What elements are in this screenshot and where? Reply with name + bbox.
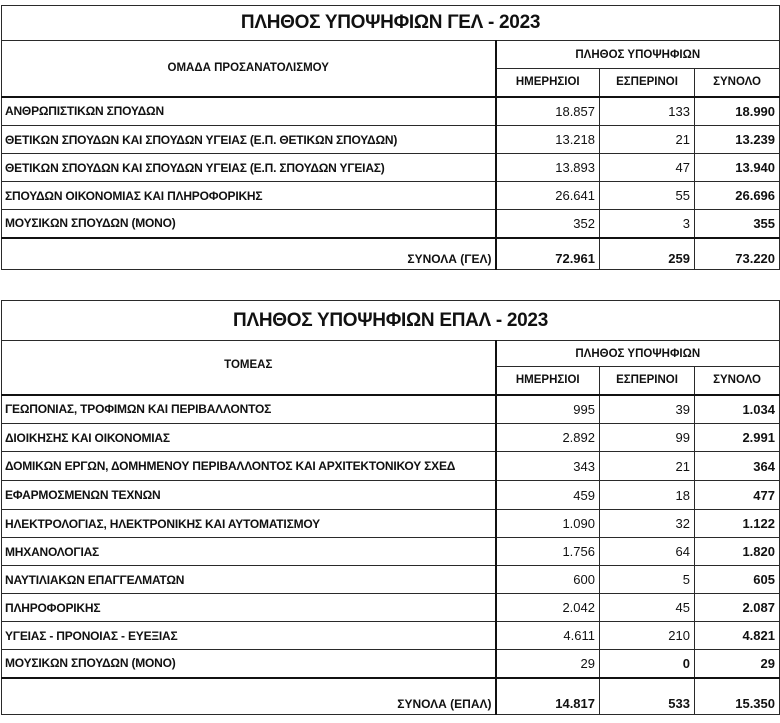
total-count: 13.239 [695, 126, 780, 154]
totals-day: 14.817 [496, 678, 600, 715]
day-count: 2.042 [496, 594, 600, 622]
evening-count: 39 [600, 395, 695, 424]
evening-count: 99 [600, 424, 695, 452]
row-label: ΝΑΥΤΙΛΙΑΚΩΝ ΕΠΑΓΓΕΛΜΑΤΩΝ [2, 566, 496, 594]
day-count: 995 [496, 395, 600, 424]
table-row [2, 126, 780, 154]
evening-count: 32 [600, 510, 695, 538]
evening-count: 18 [600, 481, 695, 510]
day-count: 352 [496, 210, 600, 238]
total-count: 1.820 [695, 538, 780, 566]
row-label: ΔΟΜΙΚΩΝ ΕΡΓΩΝ, ΔΟΜΗΜΕΝΟΥ ΠΕΡΙΒΑΛΛΟΝΤΟΣ ΚΑΙ ΑΡΧΙΤΕΚΤΟΝΙΚΟΥ ΣΧΕΔ [2, 452, 496, 481]
evening-count: 21 [600, 126, 695, 154]
group-header: ΟΜΑΔΑ ΠΡΟΣΑΝΑΤΟΛΙΣΜΟΥ [2, 41, 496, 97]
table-row [2, 210, 780, 238]
totals-total: 15.350 [695, 678, 780, 715]
evening-count: 64 [600, 538, 695, 566]
total-count: 13.940 [695, 154, 780, 182]
day-count: 13.893 [496, 154, 600, 182]
table-row [2, 481, 780, 510]
row-label: ΗΛΕΚΤΡΟΛΟΓΙΑΣ, ΗΛΕΚΤΡΟΝΙΚΗΣ ΚΑΙ ΑΥΤΟΜΑΤΙΣΜΟΥ [2, 510, 496, 538]
row-label: ΘΕΤΙΚΩΝ ΣΠΟΥΔΩΝ ΚΑΙ ΣΠΟΥΔΩΝ ΥΓΕΙΑΣ (Ε.Π. ΘΕΤΙΚΩΝ ΣΠΟΥΔΩΝ) [2, 126, 496, 154]
column-header-total: ΣΥΝΟΛΟ [695, 69, 780, 97]
day-count: 459 [496, 481, 600, 510]
table-row [2, 97, 780, 126]
column-header-evening: ΕΣΠΕΡΙΝΟΙ [600, 69, 695, 97]
day-count: 26.641 [496, 182, 600, 210]
table-row [2, 424, 780, 452]
day-count: 2.892 [496, 424, 600, 452]
table-row [2, 395, 780, 424]
evening-count: 55 [600, 182, 695, 210]
row-label: ΔΙΟΙΚΗΣΗΣ ΚΑΙ ΟΙΚΟΝΟΜΙΑΣ [2, 424, 496, 452]
epal-candidates-table [1, 300, 780, 715]
total-count: 364 [695, 452, 780, 481]
totals-label: ΣΥΝΟΛΑ (ΓΕΛ) [2, 238, 496, 270]
table-row [2, 650, 780, 678]
day-count: 13.218 [496, 126, 600, 154]
day-count: 4.611 [496, 622, 600, 650]
column-header-total: ΣΥΝΟΛΟ [695, 367, 780, 395]
gel-candidates-table [1, 5, 780, 270]
table-row [2, 566, 780, 594]
row-label: ΓΕΩΠΟΝΙΑΣ, ΤΡΟΦΙΜΩΝ ΚΑΙ ΠΕΡΙΒΑΛΛΟΝΤΟΣ [2, 395, 496, 424]
evening-count: 0 [600, 650, 695, 678]
row-label: ΑΝΘΡΩΠΙΣΤΙΚΩΝ ΣΠΟΥΔΩΝ [2, 97, 496, 126]
evening-count: 45 [600, 594, 695, 622]
table-row [2, 594, 780, 622]
totals-row [2, 238, 780, 270]
total-count: 29 [695, 650, 780, 678]
totals-label: ΣΥΝΟΛΑ (ΕΠΑΛ) [2, 678, 496, 715]
evening-count: 133 [600, 97, 695, 126]
row-label: ΜΟΥΣΙΚΩΝ ΣΠΟΥΔΩΝ (ΜΟΝΟ) [2, 210, 496, 238]
row-label: ΘΕΤΙΚΩΝ ΣΠΟΥΔΩΝ ΚΑΙ ΣΠΟΥΔΩΝ ΥΓΕΙΑΣ (Ε.Π. ΣΠΟΥΔΩΝ ΥΓΕΙΑΣ) [2, 154, 496, 182]
total-count: 18.990 [695, 97, 780, 126]
table-row [2, 510, 780, 538]
count-header: ΠΛΗΘΟΣ ΥΠΟΨΗΦΙΩΝ [496, 41, 780, 69]
totals-day: 72.961 [496, 238, 600, 270]
total-count: 26.696 [695, 182, 780, 210]
evening-count: 5 [600, 566, 695, 594]
day-count: 1.756 [496, 538, 600, 566]
total-count: 355 [695, 210, 780, 238]
table-row [2, 182, 780, 210]
day-count: 29 [496, 650, 600, 678]
day-count: 18.857 [496, 97, 600, 126]
total-count: 605 [695, 566, 780, 594]
table-row [2, 622, 780, 650]
day-count: 1.090 [496, 510, 600, 538]
row-label: ΥΓΕΙΑΣ - ΠΡΟΝΟΙΑΣ - ΕΥΕΞΙΑΣ [2, 622, 496, 650]
evening-count: 3 [600, 210, 695, 238]
row-label: ΜΟΥΣΙΚΩΝ ΣΠΟΥΔΩΝ (ΜΟΝΟ) [2, 650, 496, 678]
totals-evening: 259 [600, 238, 695, 270]
total-count: 1.034 [695, 395, 780, 424]
evening-count: 21 [600, 452, 695, 481]
column-header-day: ΗΜΕΡΗΣΙΟΙ [496, 69, 600, 97]
column-header-day: ΗΜΕΡΗΣΙΟΙ [496, 367, 600, 395]
row-label: ΕΦΑΡΜΟΣΜΕΝΩΝ ΤΕΧΝΩΝ [2, 481, 496, 510]
table-title: ΠΛΗΘΟΣ ΥΠΟΨΗΦΙΩΝ ΓΕΛ - 2023 [2, 6, 780, 41]
day-count: 343 [496, 452, 600, 481]
table-title: ΠΛΗΘΟΣ ΥΠΟΨΗΦΙΩΝ ΕΠΑΛ - 2023 [2, 301, 780, 341]
total-count: 4.821 [695, 622, 780, 650]
row-label: ΠΛΗΡΟΦΟΡΙΚΗΣ [2, 594, 496, 622]
totals-total: 73.220 [695, 238, 780, 270]
table-row [2, 154, 780, 182]
row-label: ΣΠΟΥΔΩΝ ΟΙΚΟΝΟΜΙΑΣ ΚΑΙ ΠΛΗΡΟΦΟΡΙΚΗΣ [2, 182, 496, 210]
total-count: 2.991 [695, 424, 780, 452]
totals-row [2, 678, 780, 715]
total-count: 1.122 [695, 510, 780, 538]
total-count: 2.087 [695, 594, 780, 622]
day-count: 600 [496, 566, 600, 594]
evening-count: 47 [600, 154, 695, 182]
column-header-evening: ΕΣΠΕΡΙΝΟΙ [600, 367, 695, 395]
table-row [2, 452, 780, 481]
group-header: ΤΟΜΕΑΣ [2, 341, 496, 395]
total-count: 477 [695, 481, 780, 510]
table-row [2, 538, 780, 566]
evening-count: 210 [600, 622, 695, 650]
row-label: ΜΗΧΑΝΟΛΟΓΙΑΣ [2, 538, 496, 566]
totals-evening: 533 [600, 678, 695, 715]
count-header: ΠΛΗΘΟΣ ΥΠΟΨΗΦΙΩΝ [496, 341, 780, 367]
